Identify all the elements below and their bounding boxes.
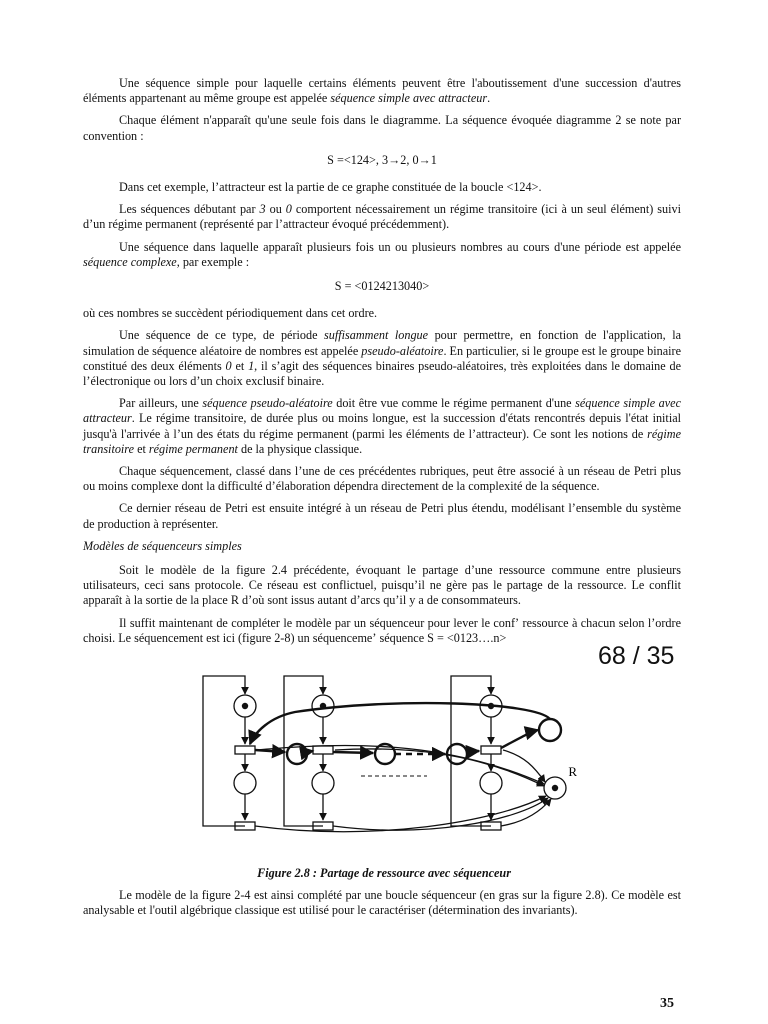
text-run: Une séquence simple pour laquelle certains éléments peuvent être l'aboutissement d'une succession d'autres éléments appartenant au même groupe est appelée: [83, 76, 681, 106]
loop-column-1: [203, 676, 245, 826]
paragraph-pseudo-aleatoire: [83, 328, 681, 389]
place-c2-mid: [312, 772, 334, 794]
paragraph-convention: Chaque élément n'apparaît qu'une seule fois dans le diagramme. La séquence évoquée diagramme 2 se note par convention :: [83, 113, 681, 143]
text-run: et: [134, 441, 149, 456]
emphasis: régime permanent: [148, 441, 238, 456]
paragraph-complexe: [83, 240, 681, 270]
sequencer-arc: [501, 730, 538, 748]
loop-column-2: [284, 676, 323, 826]
sequencer-arc: [307, 751, 313, 752]
text-run: Les séquences débutant par: [119, 202, 260, 217]
sequencer-place-start: [539, 719, 561, 741]
text-run: pour permettre, en fonction de l'application, la simulation de séquence aléatoire de nombres est appelée: [83, 328, 681, 358]
emphasis: régime transitoire: [83, 426, 681, 456]
sequencer-arc: [255, 750, 285, 752]
token: [552, 785, 558, 791]
emphasis: 0: [285, 202, 292, 217]
paragraph-after-figure: [83, 888, 681, 918]
paragraph-petri: Chaque séquencement, classé dans l’une de ces précédentes rubriques, peut être associé à un réseau de Petri plus ou moins complexe dont la difficulté d’élaboration dépendra directement de la complexité de la séquence.: [83, 464, 681, 494]
formula-simple-sequence: S =<124>, 3→2, 0→1: [327, 152, 437, 167]
text-run: , il s’agit des séquences binaires pseudo-aléatoires, très exploitées dans le domaine de l’électronique ou lors d’un choix exclusif binaire.: [83, 358, 682, 389]
text-run: .: [487, 91, 491, 106]
paragraph-regime: [83, 396, 681, 457]
token: [320, 703, 326, 709]
text-run: Le modèle de la figure 2-4 est ainsi complété par une boucle séquenceur (en gras sur la figure 2.8). Ce modèle est analysable et l'outil algébrique classique est utilisé pour le caractériser (détermination des invariants).: [83, 888, 681, 918]
text-run: Une séquence de ce type, de période: [119, 328, 325, 343]
sequencer-return-arc: [250, 703, 550, 744]
resource-label: R: [568, 764, 577, 779]
paragraph-attracteur: [83, 76, 681, 106]
arc: [501, 799, 551, 826]
place-c1-mid: [234, 772, 256, 794]
place-c3-mid: [480, 772, 502, 794]
paragraph-example: Dans cet exemple, l’attracteur est la partie de ce graphe constituée de la boucle <124>.: [119, 180, 542, 195]
text-run: de la physique classique.: [237, 441, 363, 456]
section-heading: Modèles de séquenceurs simples: [83, 538, 242, 553]
emphasis: suffisamment longue: [324, 328, 429, 343]
emphasis: séquence simple avec attracteur: [330, 91, 488, 106]
page-number: 35: [660, 996, 674, 1011]
paragraph-figure-2-4: Soit le modèle de la figure 2.4 précédente, évoquant le partage d’une ressource commune entre plusieurs utilisateurs, ceci sans protocole. Ce réseau est conflictuel, puisqu’il ne gère pas le partage de la ressource. Le conflit apparaît à la sortie de la place R d’où sont issus autant d’arcs qu’il y a de consommateurs.: [83, 563, 681, 608]
transition-c2-a: [313, 746, 333, 754]
text-run: comportent nécessairement un régime transitoire (ici à un seul élément) suivi d’un régime permanent (représenté par l’attracteur évoqué précédemment).: [83, 202, 682, 232]
figure-caption: Figure 2.8 : Partage de ressource avec séquenceur: [257, 866, 511, 880]
formula-complex-sequence: S = <0124213040>: [334, 279, 430, 294]
petri-net-diagram: [195, 672, 575, 867]
sequencer-arc: [333, 752, 373, 753]
text-run: doit être vue comme le régime permanent d'une: [332, 396, 576, 411]
page-counter-overlay: 68 / 35: [594, 642, 678, 671]
sequencer-arc: [467, 751, 479, 752]
sequencer-place-3: [447, 744, 467, 764]
paragraph-sequenceur: Il suffit maintenant de compléter le modèle par un séquenceur pour lever le confʼ ressource à chacun selon l’ordre choisi. Le séquencement est ici (figure 2-8) un séquencemeʼ séquence S = <0123….n>: [83, 615, 681, 645]
emphasis: séquence simple avec attracteur: [83, 396, 681, 426]
emphasis: 0: [225, 358, 232, 373]
text-run: , par exemple :: [176, 254, 250, 269]
emphasis: pseudo-aléatoire: [361, 343, 444, 358]
text-run: . En particulier, si le groupe est le groupe binaire constitué des deux éléments: [83, 343, 681, 373]
text-run: et: [231, 358, 249, 373]
token: [488, 703, 494, 709]
text-run: . Le régime transitoire, de durée plus ou moins longue, est la succession d'états rencontrés depuis l'état initial jusqu'à l'arrivée à l’un des états du régime permanent (parmi les éléments de l’attracteur). Ce sont les notions de: [83, 411, 681, 441]
emphasis: 1: [248, 358, 255, 373]
paragraph-periodic: où ces nombres se succèdent périodiquement dans cet ordre.: [83, 306, 378, 321]
transition-c1-a: [235, 746, 255, 754]
text-run: Par ailleurs, une: [119, 396, 203, 411]
emphasis: séquence pseudo-aléatoire: [202, 396, 333, 411]
body-text: [83, 76, 681, 653]
transition-c3-a: [481, 746, 501, 754]
paragraph-integration: Ce dernier réseau de Petri est ensuite intégré à un réseau de Petri plus étendu, modélisant l’ensemble du système de production à représenter.: [83, 501, 681, 531]
emphasis: 3: [259, 202, 266, 217]
emphasis: séquence complexe: [83, 254, 177, 269]
token: [242, 703, 248, 709]
text-run: Une séquence dans laquelle apparaît plusieurs fois un ou plusieurs nombres au cours d'une période est appelée: [119, 239, 681, 254]
text-run: ou: [265, 202, 286, 217]
paragraph-transitoire: [83, 202, 681, 232]
